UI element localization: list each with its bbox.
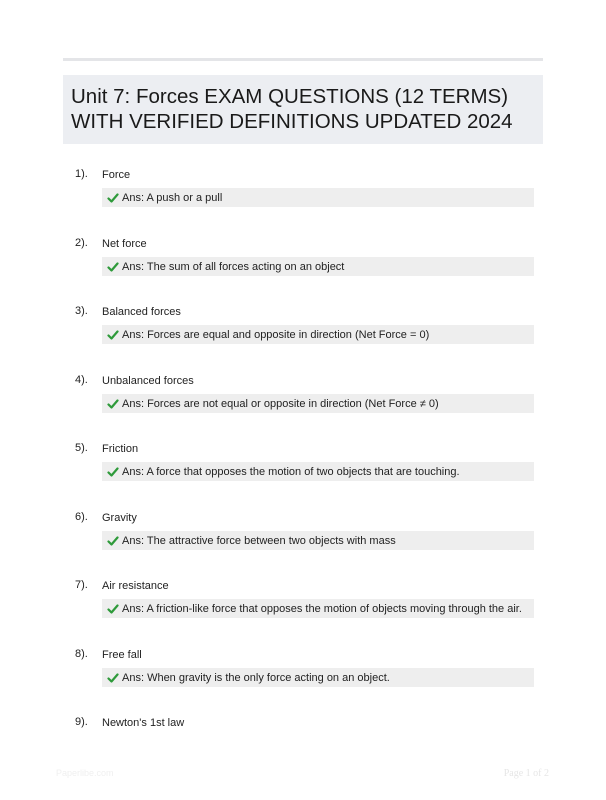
check-icon [107, 535, 119, 547]
question-number: 8). [75, 648, 88, 660]
answer-text: Ans: Forces are not equal or opposite in direction (Net Force ≠ 0) [122, 397, 439, 410]
answer-text: Ans: A force that opposes the motion of two objects that are touching. [122, 465, 460, 478]
answer-box [102, 188, 534, 207]
check-icon [107, 603, 119, 615]
question-number: 4). [75, 374, 88, 386]
top-divider [63, 58, 543, 61]
question-number: 7). [75, 579, 88, 591]
title-banner [63, 75, 543, 144]
answer-text: Ans: The sum of all forces acting on an object [122, 260, 345, 273]
page-number: Page 1 of 2 [503, 768, 549, 779]
question-term: Unbalanced forces [102, 375, 194, 387]
question-term: Net force [102, 238, 147, 250]
check-icon [107, 329, 119, 341]
answer-text: Ans: Forces are equal and opposite in direction (Net Force = 0) [122, 328, 430, 341]
answer-box [102, 668, 534, 687]
page-title: Unit 7: Forces EXAM QUESTIONS (12 TERMS) WITH VERIFIED DEFINITIONS UPDATED 2024 [71, 85, 513, 133]
question-term: Newton's 1st law [102, 717, 185, 729]
question-term: Free fall [102, 649, 142, 661]
question-term: Force [102, 169, 131, 181]
question-number: 2). [75, 237, 88, 249]
footer-watermark: Paperlibe.com [56, 768, 114, 778]
check-icon [107, 466, 119, 478]
question-term: Balanced forces [102, 306, 181, 318]
question-number: 5). [75, 442, 88, 454]
check-icon [107, 672, 119, 684]
answer-text: Ans: A push or a pull [122, 191, 223, 204]
question-term: Friction [102, 443, 139, 455]
check-icon [107, 192, 119, 204]
question-number: 9). [75, 716, 88, 728]
check-icon [107, 398, 119, 410]
question-number: 1). [75, 168, 88, 180]
answer-box [102, 599, 534, 618]
answer-box [102, 531, 534, 550]
answer-box [102, 257, 534, 276]
question-number: 3). [75, 305, 88, 317]
question-number: 6). [75, 511, 88, 523]
answer-text: Ans: When gravity is the only force acting on an object. [122, 671, 390, 684]
answer-box [102, 325, 534, 344]
question-term: Gravity [102, 512, 137, 524]
answer-text: Ans: The attractive force between two objects with mass [122, 534, 396, 547]
check-icon [107, 261, 119, 273]
answer-text: Ans: A friction-like force that opposes the motion of objects moving through the air. [122, 602, 522, 615]
answer-box [102, 394, 534, 413]
answer-box [102, 462, 534, 481]
question-term: Air resistance [102, 580, 169, 592]
